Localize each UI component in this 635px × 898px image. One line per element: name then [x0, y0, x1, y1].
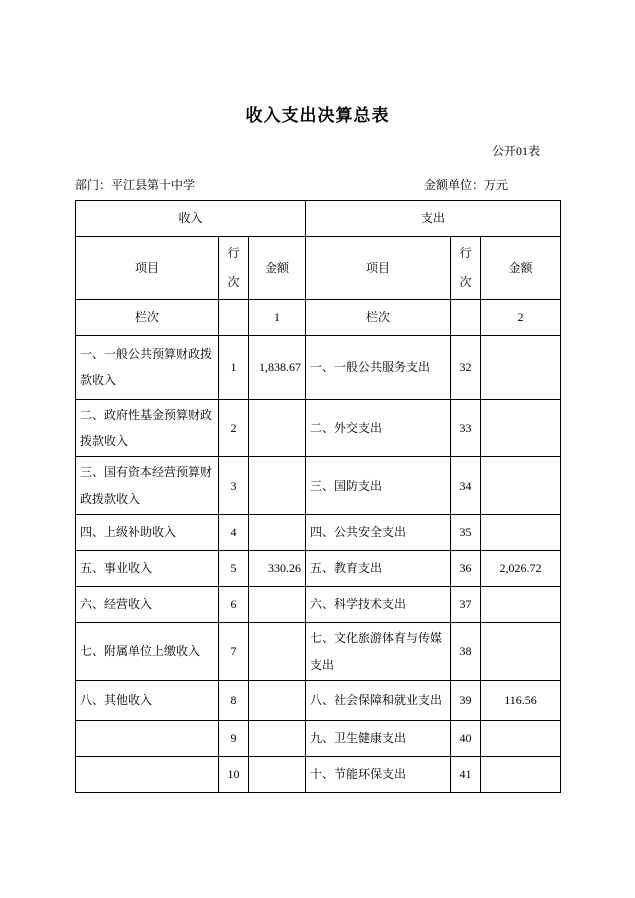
expense-item-cell: 六、科学技术支出 — [306, 587, 451, 623]
expense-amount-cell — [481, 515, 561, 551]
income-item-cell: 五、事业收入 — [76, 551, 219, 587]
table-row — [76, 457, 561, 515]
income-line-header — [219, 237, 249, 300]
expense-amount-header: 金额 — [481, 237, 561, 300]
income-amount-cell: 330.26 — [249, 551, 306, 587]
expense-item-cell: 三、国防支出 — [306, 457, 451, 515]
income-item-cell: 一、一般公共预算财政拨款收入 — [76, 335, 219, 399]
expense-amount-cell — [481, 399, 561, 457]
income-item-header: 项目 — [76, 237, 219, 300]
income-line-cell: 6 — [219, 587, 249, 623]
table-row — [76, 756, 561, 792]
meta-row — [75, 178, 560, 192]
expense-item-cell: 八、社会保障和就业支出 — [306, 680, 451, 720]
expense-line-cell: 39 — [451, 680, 481, 720]
form-number: 公开01表 — [491, 144, 540, 158]
expense-column-number: 2 — [481, 299, 561, 335]
income-line-cell: 5 — [219, 551, 249, 587]
income-amount-cell — [249, 515, 306, 551]
income-amount-cell — [249, 756, 306, 792]
table-row — [76, 551, 561, 587]
expense-amount-cell — [481, 457, 561, 515]
expense-amount-cell — [481, 756, 561, 792]
income-line-cell: 7 — [219, 623, 249, 681]
budget-summary-table — [75, 200, 561, 793]
table-row — [76, 587, 561, 623]
expense-item-cell: 五、教育支出 — [306, 551, 451, 587]
income-amount-cell — [249, 623, 306, 681]
expense-amount-cell — [481, 335, 561, 399]
income-line-cell: 2 — [219, 399, 249, 457]
expense-line-cell: 36 — [451, 551, 481, 587]
expense-amount-cell: 116.56 — [481, 680, 561, 720]
income-amount-cell — [249, 720, 306, 756]
expense-line-header-label: 行次 — [459, 246, 472, 289]
income-item-cell: 三、国有资本经营预算财政拨款收入 — [76, 457, 219, 515]
expense-amount-cell — [481, 587, 561, 623]
income-line-cell: 8 — [219, 680, 249, 720]
income-amount-cell — [249, 457, 306, 515]
section-header-row — [76, 201, 561, 237]
table-row — [76, 515, 561, 551]
expense-item-cell: 十、节能环保支出 — [306, 756, 451, 792]
unit-label: 金额单位：万元 — [423, 178, 508, 192]
expense-item-cell: 七、文化旅游体育与传媒支出 — [306, 623, 451, 681]
department-label: 部门：平江县第十中学 — [75, 178, 196, 192]
expense-line-cell: 33 — [451, 399, 481, 457]
income-section-header: 收入 — [76, 201, 306, 237]
expense-line-cell: 34 — [451, 457, 481, 515]
income-line-cell: 10 — [219, 756, 249, 792]
expense-line-cell: 32 — [451, 335, 481, 399]
income-index-label: 栏次 — [76, 299, 219, 335]
expense-item-cell: 四、公共安全支出 — [306, 515, 451, 551]
expense-line-cell: 41 — [451, 756, 481, 792]
expense-amount-cell: 2,026.72 — [481, 551, 561, 587]
expense-item-cell: 九、卫生健康支出 — [306, 720, 451, 756]
income-item-cell: 八、其他收入 — [76, 680, 219, 720]
income-amount-cell — [249, 680, 306, 720]
expense-line-cell: 35 — [451, 515, 481, 551]
expense-line-cell: 38 — [451, 623, 481, 681]
table-row — [76, 335, 561, 399]
income-amount-header: 金额 — [249, 237, 306, 300]
income-item-cell: 七、附属单位上缴收入 — [76, 623, 219, 681]
column-header-row — [76, 237, 561, 300]
income-item-cell — [76, 720, 219, 756]
expense-amount-cell — [481, 623, 561, 681]
expense-line-cell: 40 — [451, 720, 481, 756]
document-page — [75, 0, 560, 793]
income-line-cell: 1 — [219, 335, 249, 399]
table-row — [76, 680, 561, 720]
income-line-cell: 4 — [219, 515, 249, 551]
expense-item-cell: 一、一般公共服务支出 — [306, 335, 451, 399]
income-line-cell: 9 — [219, 720, 249, 756]
expense-index-label: 栏次 — [306, 299, 451, 335]
page-title: 收入支出决算总表 — [245, 106, 390, 125]
column-index-row — [76, 299, 561, 335]
income-column-number: 1 — [249, 299, 306, 335]
expense-item-cell: 二、外交支出 — [306, 399, 451, 457]
expense-line-header — [451, 237, 481, 300]
income-amount-cell: 1,838.67 — [249, 335, 306, 399]
table-row — [76, 720, 561, 756]
income-index-line-cell — [219, 299, 249, 335]
income-item-cell: 六、经营收入 — [76, 587, 219, 623]
income-item-cell — [76, 756, 219, 792]
table-row — [76, 623, 561, 681]
expense-section-header: 支出 — [306, 201, 561, 237]
expense-line-cell: 37 — [451, 587, 481, 623]
expense-item-header: 项目 — [306, 237, 451, 300]
expense-index-line-cell — [451, 299, 481, 335]
income-amount-cell — [249, 399, 306, 457]
income-amount-cell — [249, 587, 306, 623]
income-line-cell: 3 — [219, 457, 249, 515]
expense-amount-cell — [481, 720, 561, 756]
table-row — [76, 399, 561, 457]
income-item-cell: 四、上级补助收入 — [76, 515, 219, 551]
income-line-header-label: 行次 — [227, 246, 240, 289]
income-item-cell: 二、政府性基金预算财政拨款收入 — [76, 399, 219, 457]
